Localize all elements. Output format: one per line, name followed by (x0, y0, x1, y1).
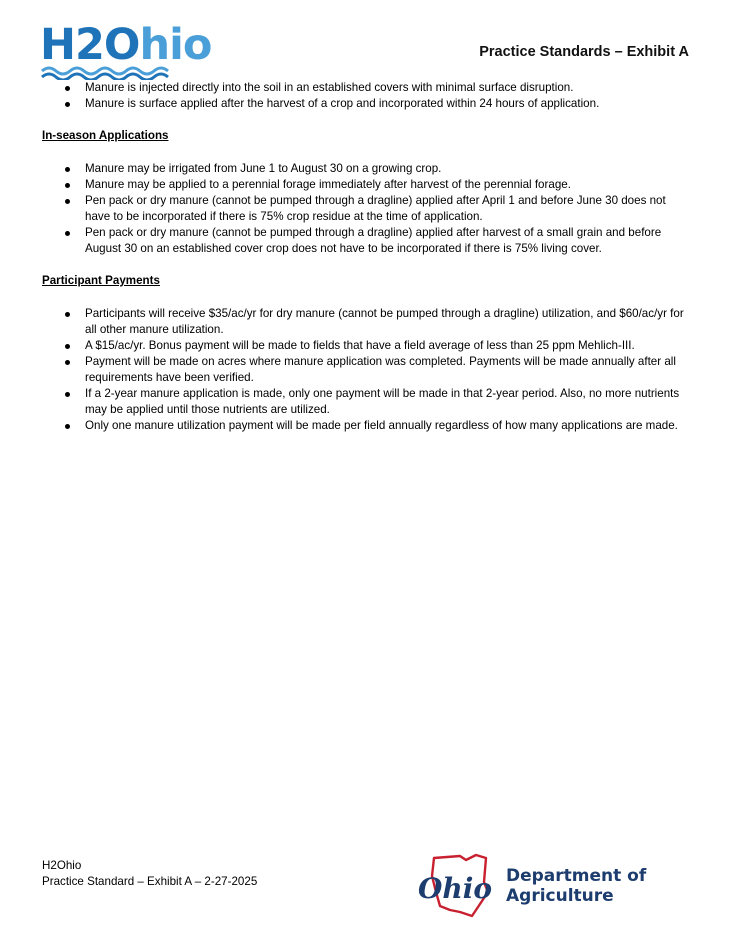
dept-name-line2: Agriculture (506, 886, 614, 906)
page-title: Practice Standards – Exhibit A (479, 44, 689, 60)
list-item: Participants will receive $35/ac/yr for dry manure (cannot be pumped through a dragline) utilization, and $60/ac/yr for all other manure utilization. (42, 306, 692, 338)
h2ohio-logo-text (40, 20, 212, 70)
in-season-bullet-list (42, 161, 692, 257)
footer-line-program: H2Ohio (42, 859, 82, 872)
footer-line-document: Practice Standard – Exhibit A – 2-27-2025 (42, 875, 258, 888)
section-heading-in-season: In-season Applications (42, 129, 169, 142)
h2ohio-logo (40, 20, 212, 84)
list-item: Manure may be applied to a perennial forage immediately after harvest of the perennial forage. (42, 177, 692, 193)
list-item: If a 2-year manure application is made, only one payment will be made in that 2-year period. Also, no more nutrients may be applied until those nutrients are utilized. (42, 386, 692, 418)
intro-bullet-list (42, 80, 692, 112)
ohio-state-outline-icon (414, 852, 504, 920)
list-item: A $15/ac/yr. Bonus payment will be made to fields that have a field average of less than 25 ppm Mehlich-III. (42, 338, 692, 354)
list-item: Manure is surface applied after the harvest of a crop and incorporated within 24 hours of application. (42, 96, 692, 112)
water-waves-icon (40, 66, 180, 80)
dept-name-line1: Department of (506, 866, 647, 886)
list-item: Manure is injected directly into the soil in an established covers with minimal surface disruption. (42, 80, 692, 96)
section-heading-participant-payments: Participant Payments (42, 274, 160, 287)
dept-name (506, 866, 646, 906)
logo-part-h2o: H2O (40, 20, 140, 70)
list-item: Manure may be irrigated from June 1 to August 30 on a growing crop. (42, 161, 692, 177)
list-item: Pen pack or dry manure (cannot be pumped through a dragline) applied after April 1 and before June 30 does not have to be incorporated if there is 75% crop residue at the time of application. (42, 193, 692, 225)
payments-bullet-list (42, 306, 692, 434)
list-item: Pen pack or dry manure (cannot be pumped through a dragline) applied after harvest of a small grain and before August 30 on an established cover crop does not have to be incorporated if there is 75% living cover. (42, 225, 692, 257)
ohio-script-wordmark: Ohio (418, 872, 493, 905)
list-item: Only one manure utilization payment will be made per field annually regardless of how many applications are made. (42, 418, 692, 434)
logo-part-hio: hio (139, 20, 212, 70)
ohio-department-of-agriculture-logo (414, 852, 654, 922)
list-item: Payment will be made on acres where manure application was completed. Payments will be made annually after all requirements have been verified. (42, 354, 692, 386)
document-body (42, 80, 692, 434)
footer-text (42, 858, 257, 890)
